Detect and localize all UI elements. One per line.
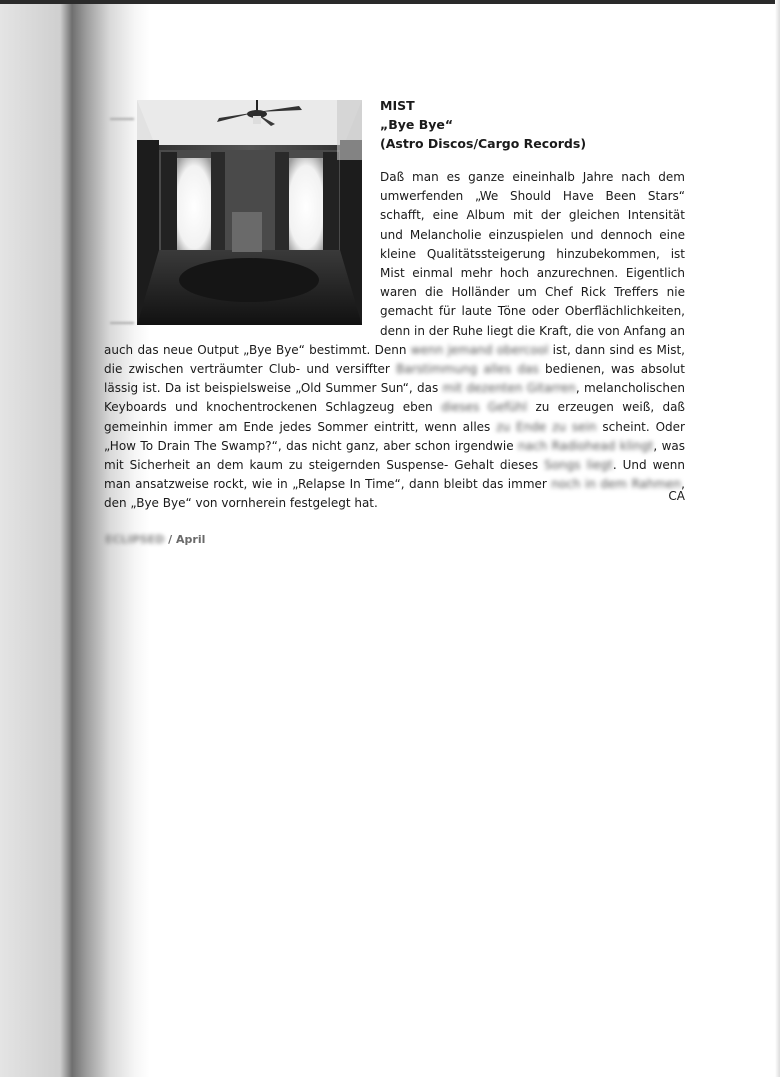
margin-mark bbox=[110, 118, 134, 120]
review-text-segment: , den „Bye Bye“ von vornherein festgelegt hat. bbox=[104, 477, 685, 511]
review-text-segment: zu erzeugen weiß, daß gemeinhin immer am Ende jedes Sommer eintritt, wenn alles bbox=[104, 400, 685, 434]
review-text-segment: . Und wenn man ansatzweise rockt, wie in „Relapse In Time“, dann bleibt das immer bbox=[104, 458, 686, 492]
publication-name: ECLIPSED bbox=[105, 533, 165, 546]
review-text-faded: das bbox=[517, 362, 539, 377]
issue-month: April bbox=[176, 533, 206, 546]
album-title: „Bye Bye“ bbox=[380, 117, 454, 132]
review-header bbox=[380, 96, 680, 153]
review-text bbox=[104, 168, 685, 514]
image-wrap-spacer bbox=[104, 168, 380, 340]
review-text-faded: dieses Gefühl bbox=[441, 400, 528, 415]
review-author: CA bbox=[668, 489, 685, 503]
review-text-faded: Barstimmung alles bbox=[396, 362, 512, 377]
band-name: MIST bbox=[380, 98, 415, 113]
review-text-segment: bedienen, was absolut lässig ist. Da ist beispielsweise „Old Summer Sun“, das bbox=[104, 362, 685, 396]
review-text-faded: zu Ende zu sein bbox=[496, 419, 597, 434]
record-label: (Astro Discos/Cargo Records) bbox=[380, 136, 587, 151]
review-text-faded: mit dezenten Gitarren bbox=[442, 381, 576, 396]
footer-separator: / bbox=[164, 533, 177, 546]
review-text-segment: , melancholischen Keyboards und knochentrockenen Schlagzeug eben bbox=[104, 381, 686, 415]
review-text-faded: Songs liegt bbox=[544, 458, 613, 473]
review-text-faded: obercool bbox=[496, 342, 549, 357]
review-text-segment: ist, dann sind es Mist, die zwischen verträumter Club- und versiffter bbox=[104, 342, 685, 377]
review-text-segment: Daß man es ganze eineinhalb Jahre nach dem umwerfenden „We Should Have Been Stars“ schafft, eine Album mit der gleichen Intensität und Melancholie einzuspielen und dennoch eine kleine Qualitätssteigerung hinzubekommen, ist Mist einmal mehr hoch anzurechnen. Eigentlich waren die Holländer um Chef Rick Treffers nie gemacht für laute Töne oder Oberflächlichkeiten, denn in der Ruhe liegt die Kraft, die von Anfang an auch das neue Output „Bye Bye“ bestimmt. Denn bbox=[104, 170, 685, 357]
review-text-faded: nach Radiohead klingt bbox=[518, 438, 654, 453]
review-text-segment: , was mit Sicherheit an dem kaum zu steigernden Suspense- Gehalt dieses bbox=[104, 438, 685, 473]
page-footer bbox=[105, 533, 205, 546]
review-text-faded: noch in dem Rahmen bbox=[551, 477, 682, 492]
review-text-segment: scheint. Oder „How To Drain The Swamp?“, das nicht ganz, aber schon irgendwie bbox=[104, 419, 685, 453]
page-right-edge bbox=[775, 0, 780, 1077]
review-text-faded: wenn jemand bbox=[410, 342, 493, 357]
page-top-edge bbox=[0, 0, 780, 4]
